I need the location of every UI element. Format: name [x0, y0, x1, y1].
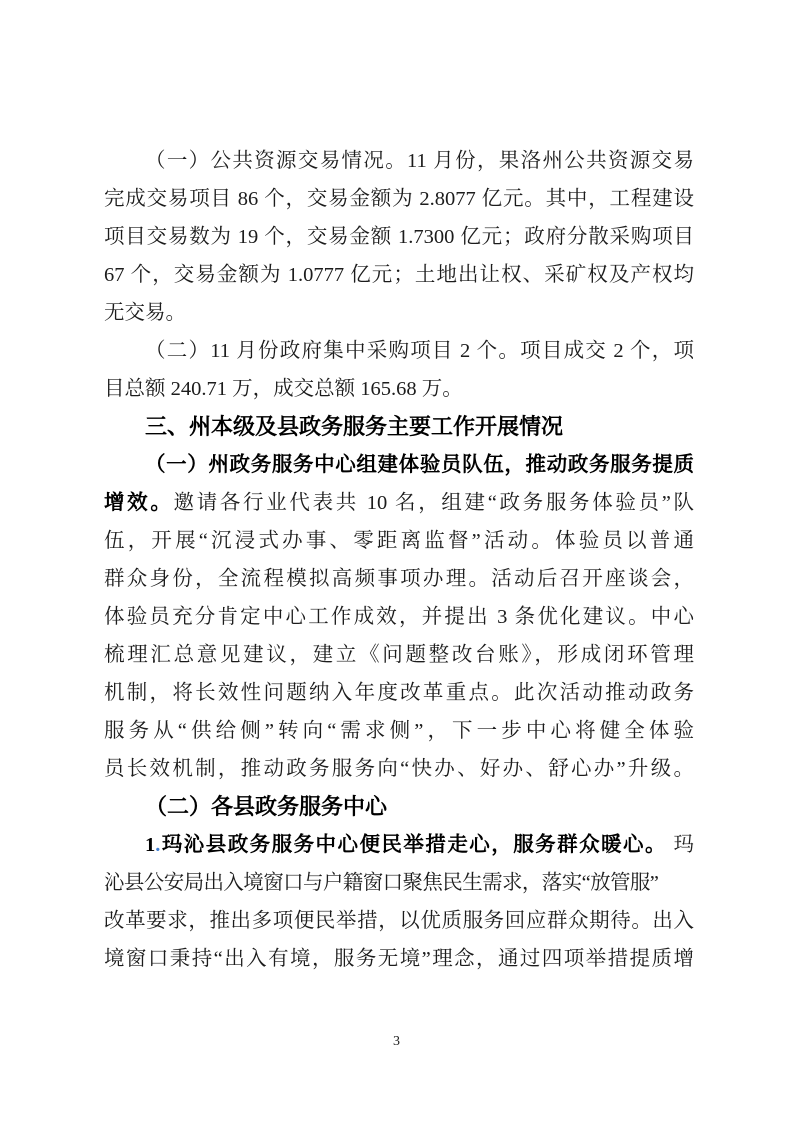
document-line — [104, 484, 694, 522]
bold-lead-text: （一）州政务服务中心组建体验员队伍，推动政务服务提质 — [145, 454, 694, 476]
document-body — [104, 142, 694, 978]
line-text: 玛 — [666, 834, 695, 856]
document-line — [104, 446, 694, 484]
document-line: 境窗口秉持“出入有境，服务无境”理念，通过四项举措提质增 — [104, 948, 694, 970]
document-line: （一）公共资源交易情况。11 月份，果洛州公共资源交易 — [145, 150, 694, 172]
document-line: （二）11 月份政府集中采购项目 2 个。项目成交 2 个，项 — [145, 340, 694, 362]
document-line: 67 个，交易金额为 1.0777 亿元；土地出让权、采矿权及产权均 — [104, 264, 694, 286]
document-line: 项目交易数为 19 个，交易金额 1.7300 亿元；政府分散采购项目 — [104, 226, 694, 248]
section-heading-3: 三、州本级及县政务服务主要工作开展情况 — [145, 414, 564, 439]
subsection-heading: （二）各县政务服务中心 — [145, 794, 388, 819]
document-line: 员长效机制，推动政务服务向“快办、好办、舒心办”升级。 — [104, 758, 694, 780]
line-text: 邀请各行业代表共 10 名，组建“政务服务体验员”队 — [173, 492, 695, 514]
document-line: 目总额 240.71 万，成交总额 165.68 万。 — [104, 378, 463, 400]
list-number: 1 — [145, 834, 156, 856]
bold-lead-text: 增效。 — [104, 492, 174, 514]
document-line — [104, 826, 694, 864]
document-line: 机制，将长效性问题纳入年度改革重点。此次活动推动政务 — [104, 682, 694, 704]
document-line: 改革要求，推出多项便民举措，以优质服务回应群众期待。出入 — [104, 910, 694, 932]
document-line: 群众身份，全流程模拟高频事项办理。活动后召开座谈会， — [104, 568, 694, 590]
document-line: 梳理汇总意见建议，建立《问题整改台账》，形成闭环管理 — [104, 644, 694, 666]
document-line: 体验员充分肯定中心工作成效，并提出 3 条优化建议。中心 — [104, 606, 694, 628]
bold-lead-text: 玛沁县政务服务中心便民举措走心，服务群众暖心。 — [160, 834, 667, 856]
document-line: 沁县公安局出入境窗口与户籍窗口聚焦民生需求，落实“放管服” — [104, 872, 659, 894]
page-number: 3 — [393, 1034, 400, 1049]
document-line: 伍，开展“沉浸式办事、零距离监督”活动。体验员以普通 — [104, 530, 694, 552]
document-line: 无交易。 — [104, 302, 186, 324]
document-line: 服务从“供给侧”转向“需求侧”，下一步中心将健全体验 — [104, 720, 694, 742]
document-line: 完成交易项目 86 个，交易金额为 2.8077 亿元。其中，工程建设 — [104, 188, 694, 210]
blue-dot: . — [155, 834, 161, 856]
